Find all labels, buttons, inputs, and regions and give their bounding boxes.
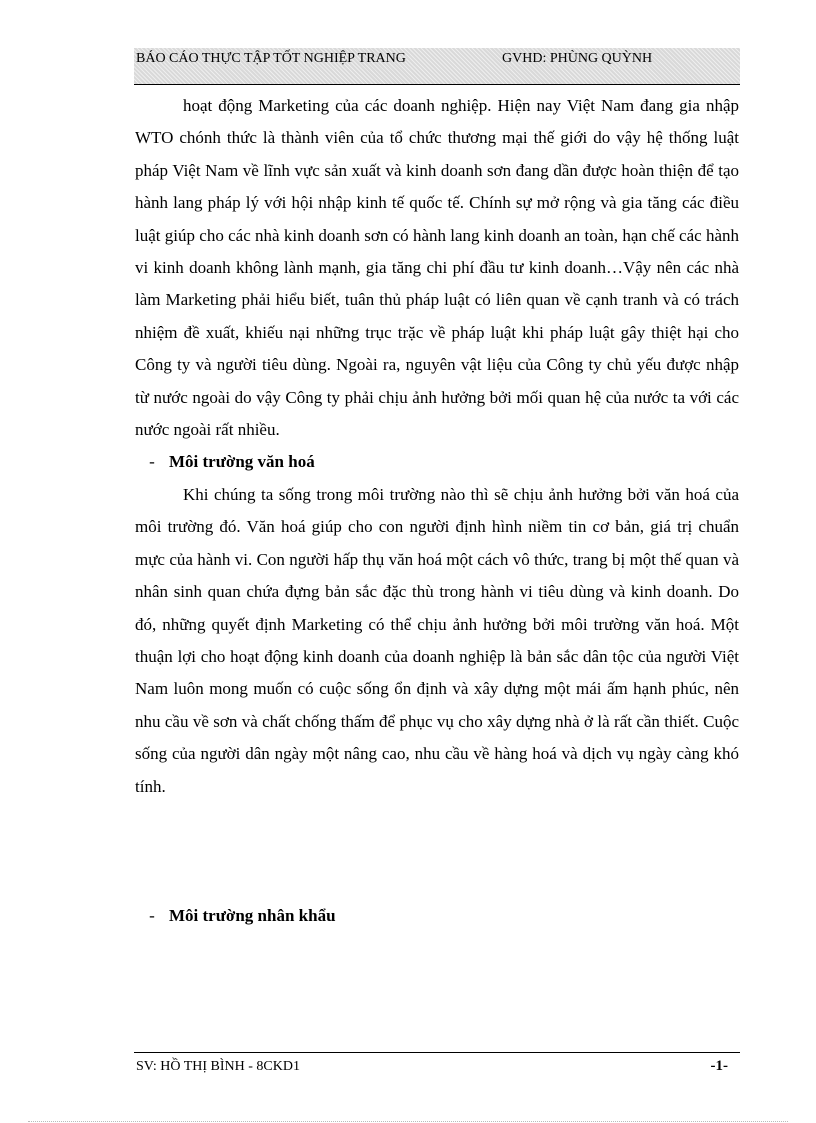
paragraph-legal: hoạt động Marketing của các doanh nghiệp. Hiện nay Việt Nam đang gia nhập WTO chónh thức là thành viên của tổ chức thương mại thế giới do vậy hệ thống luật pháp Việt Nam về lĩnh vực sản xuất và kinh doanh sơn đang dần được hoàn thiện để tạo hành lang pháp lý với hội nhập kinh tế quốc tế. Chính sự mở rộng và gia tăng các điều luật giúp cho các nhà kinh doanh sơn có hành lang kinh doanh an toàn, hạn chế các hành vi kinh doanh không lành mạnh, gia tăng chi phí đầu tư kinh doanh…Vậy nên các nhà làm Marketing phải hiểu biết, tuân thủ pháp luật có liên quan về cạnh tranh và có trách nhiệm đề xuất, khiếu nại những trục trặc về pháp luật khi pháp luật gây thiệt hại cho Công ty và người tiêu dùng. Ngoài ra, nguyên vật liệu của Công ty chủ yếu được nhập từ nước ngoài do vậy Công ty phải chịu ảnh hưởng bởi mối quan hệ của nước ta với các nước ngoài rất nhiều. — [135, 96, 739, 440]
spacer — [135, 803, 739, 900]
footer-student: SV: HỒ THỊ BÌNH - 8CKD1 — [136, 1059, 300, 1074]
page-footer — [134, 1052, 740, 1074]
document-body — [135, 90, 739, 932]
section-heading-demographics — [135, 900, 739, 932]
heading-dash: - — [149, 905, 155, 925]
header-supervisor: GVHD: PHÙNG QUỲNH — [502, 51, 653, 66]
heading-dash: - — [149, 452, 155, 472]
page-edge-divider — [28, 1121, 788, 1122]
section-heading-culture — [135, 446, 739, 478]
heading-text: Môi trường văn hoá — [169, 452, 315, 472]
paragraph-culture: Khi chúng ta sống trong môi trường nào thì sẽ chịu ảnh hưởng bởi văn hoá của môi trường đó. Văn hoá giúp cho con người định hình niềm tin cơ bản, giá trị chuẩn mực của hành vi. Con người hấp thụ văn hoá một cách vô thức, trang bị một thế quan và nhân sinh quan chứa đựng bản sắc đặc thù trong hành vi tiêu dùng và kinh doanh. Do đó, những quyết định Marketing có thể chịu ảnh hưởng bởi môi trường văn hoá. Một thuận lợi cho hoạt động kinh doanh của doanh nghiệp là bản sắc dân tộc của người Việt Nam luôn mong muốn có cuộc sống ổn định và xây dựng một mái ấm hạnh phúc, nên nhu cầu về sơn và chất chống thấm để phục vụ cho xây dựng nhà ở là rất cần thiết. Cuộc sống của người dân ngày một nâng cao, nhu cầu về hàng hoá và dịch vụ ngày càng khó tính. — [135, 484, 739, 796]
page-header — [134, 48, 740, 85]
heading-text: Môi trường nhân khẩu — [169, 905, 336, 925]
footer-page-number: -1- — [710, 1058, 728, 1074]
header-report-title: BÁO CÁO THỰC TẬP TỐT NGHIỆP TRANG — [136, 51, 406, 66]
